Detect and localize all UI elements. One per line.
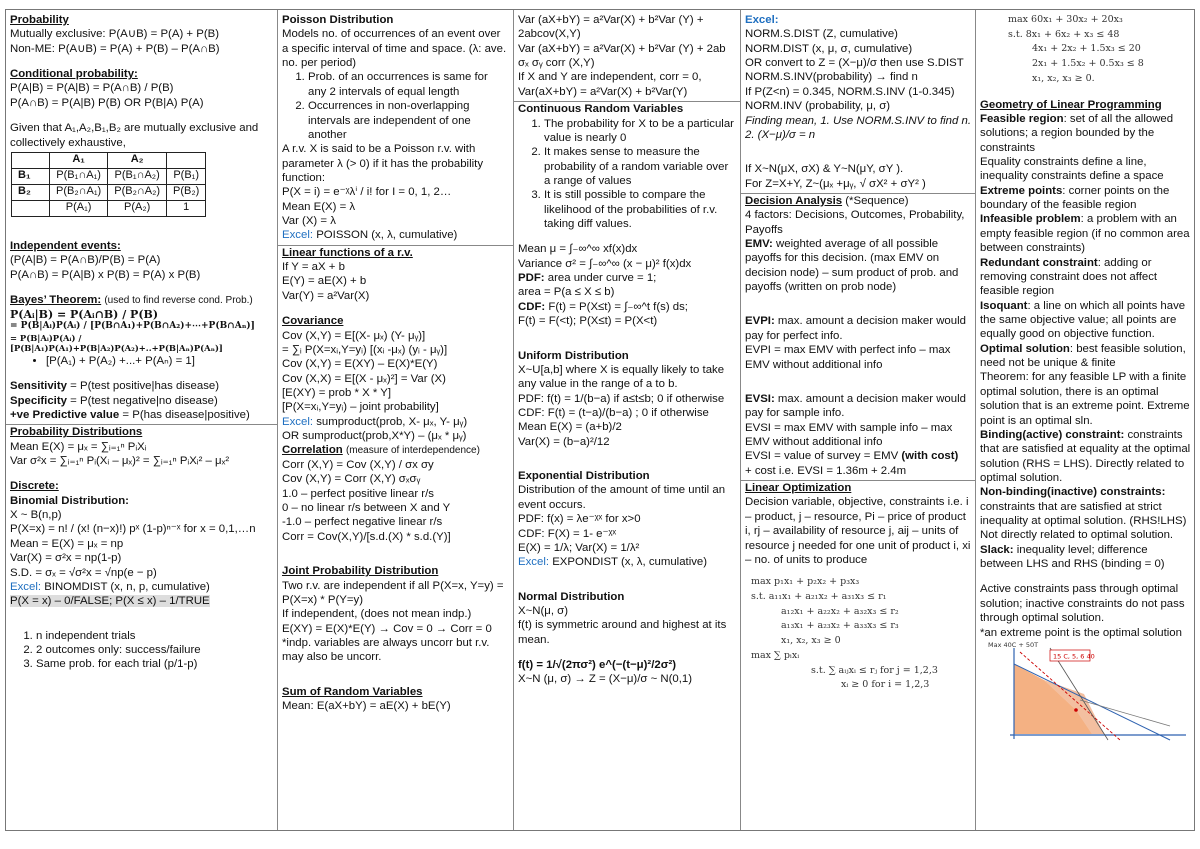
column-distributions — [278, 10, 514, 830]
term: +ve Predictive value — [10, 408, 120, 421]
table-cell: P(B₂∩A₂) — [108, 184, 167, 200]
formula: PDF: f(x) = λe⁻ᵡˣ for x>0 — [518, 513, 641, 526]
formula: max p₁x₁ + p₂x₂ + p₃x₃ — [751, 576, 860, 588]
formula: Var(aX+bY) = a²Var(X) + b²Var(Y) — [518, 85, 688, 98]
formula: xᵢ ≥ 0 for i = 1,2,3 — [841, 679, 930, 691]
formula: Var(Y) = a²Var(X) — [282, 289, 370, 302]
feasible-region-graph — [980, 640, 1194, 744]
text: POISSON (x, λ, cumulative) — [313, 229, 458, 242]
text: 1.0 – perfect positive linear r/s — [282, 487, 434, 500]
term: Optimal solution — [980, 342, 1070, 355]
term: Extreme points — [980, 184, 1063, 197]
formula: CDF: F(X) = 1- e⁻ᵡˣ — [518, 527, 617, 540]
formula: OR sumproduct(prob,X*Y) – (μₓ * μᵧ) — [282, 430, 467, 443]
list-item: 1. Prob. of an occurrences is same for any 2 intervals of equal length — [308, 70, 509, 99]
formula: CDF: F(t) = (t−a)/(b−a) ; 0 if otherwise — [518, 406, 709, 419]
table-cell — [12, 200, 50, 216]
note: (*Sequence) — [842, 194, 909, 207]
text: : set of all the allowed solutions; a region bounded by the constraints — [980, 112, 1174, 154]
text: OR convert to Z = (X−μ)/σ then use S.DIST — [745, 57, 964, 70]
formula: Cov (X,Y) = E[(X- μₓ) (Y- μᵧ)] — [282, 329, 426, 342]
table-cell — [12, 152, 50, 168]
formula: = P(B|Aᵢ)P(Aᵢ) / [P(B∩A₁)+P(B∩A₂)+⋯+P(B∩Aₙ)] — [10, 321, 255, 332]
optimal-point — [1074, 708, 1078, 712]
text: = P(test negative|no disease) — [66, 394, 218, 407]
text: : a line on which all points have the same objective value; all points are equally good on objective function. — [980, 299, 1186, 341]
formula: Cov (X,Y) = E(XY) – E(X)*E(Y) — [282, 358, 438, 371]
text: NORM.S.INV(probability) → find n — [745, 71, 918, 84]
formula: Mean = E(X) = μₓ = np — [10, 537, 124, 550]
term: Sensitivity — [10, 380, 67, 393]
cheat-sheet — [5, 9, 1195, 831]
formula: [E(XY) = prob * X * Y] — [282, 386, 392, 399]
term: Specificity — [10, 394, 67, 407]
list-item: 1. The probability for X to be a particular value is nearly 0 — [544, 117, 736, 146]
text: EVSI = value of survey = EMV — [745, 450, 902, 463]
formula: Corr (X,Y) = Cov (X,Y) / σx σy — [282, 459, 434, 472]
formula: = P(B|Aᵢ)P(Aᵢ) / [P(B|A₁)P(A₁)+P(B|A₂)P(A₂)+..+P(B|Aₙ)P(Aₙ)] — [10, 332, 223, 354]
text: Mutually exclusive: P(A∪B) = P(A) + P(B) — [10, 28, 219, 41]
text: (with cost) — [901, 450, 959, 463]
text: max. amount a decision maker would pay for sample info. — [745, 392, 966, 420]
heading-exponential: Exponential Distribution — [518, 470, 650, 483]
list-item: 3. It is still possible to compare the likelihood of the probabilities of r.v. taking diff values. — [544, 188, 736, 231]
excel-label: Excel: — [282, 415, 314, 428]
formula: E(Y) = aE(X) + b — [282, 275, 367, 288]
term: CDF: — [518, 300, 546, 313]
table-cell: A₁ — [50, 152, 108, 168]
heading-covariance: Covariance — [282, 315, 344, 328]
column-probability — [6, 10, 278, 830]
text: If X and Y are independent, corr = 0, — [518, 71, 702, 84]
text: Active constraints pass through optimal solution; inactive constraints do not pass through optimal solution. — [980, 583, 1185, 625]
table-cell: P(B₂) — [167, 184, 206, 200]
table-row — [12, 152, 206, 168]
text: If independent, (does not mean indp.) — [282, 608, 472, 621]
text: Finding mean, 1. Use NORM.S.INV to find n. 2. (X−μ)/σ = n — [745, 114, 972, 141]
text: X ~ B(n,p) — [10, 509, 62, 522]
heading-conditional: Conditional probability: — [10, 68, 138, 81]
heading-geometry: Geometry of Linear Programming — [980, 98, 1162, 111]
table-cell: A₂ — [108, 152, 167, 168]
term: Feasible region — [980, 112, 1064, 125]
formula: a₁₃x₁ + a₂₃x₂ + a₃₃x₃ ≤ r₃ — [781, 620, 899, 632]
lp-formulation — [745, 575, 971, 693]
formula: x₁, x₂, x₃ ≥ 0 — [781, 635, 841, 647]
heading-independent: Independent events: — [10, 239, 121, 252]
formula: X~N (μ, σ) → Z = (X−μ)/σ ~ N(0,1) — [518, 673, 693, 686]
text: Theorem: for any feasible LP with a finite optimal solution, there is an optimal solution that is an extreme point. Extreme point is an optimal sln. — [980, 371, 1190, 427]
section-continuous — [514, 102, 740, 689]
formula: Var (aX+bY) = a²Var(X) + b²Var (Y) + 2ab σₓ σᵧ corr (X,Y) — [518, 42, 726, 70]
text: : adding or removing constraint does not affect feasible region — [980, 256, 1158, 298]
text: X~U[a,b] where X is equally likely to take any value in the range of a to b. — [518, 363, 725, 391]
text: + cost i.e. EVSI = 1.36m + 2.4m — [745, 464, 907, 477]
text: P(A∩B) = P(A|B) P(B) OR P(B|A) P(A) — [10, 96, 204, 109]
text: EXPONDIST (x, λ, cumulative) — [549, 556, 708, 569]
text: P(A|B) = P(A|B) = P(A∩B) / P(B) — [10, 82, 174, 95]
section-poisson — [278, 13, 513, 246]
formula: P(X = i) = e⁻ᵡλⁱ / i! for I = 0, 1, 2… — [282, 186, 452, 199]
formula: s.t. a₁₁x₁ + a₂₁x₂ + a₃₁x₃ ≤ r₁ — [751, 590, 887, 602]
note: (measure of interdependence) — [345, 445, 480, 457]
formula: Var σ²x = ∑ᵢ₌₁ⁿ Pᵢ(Xᵢ – μₓ)² = ∑ᵢ₌₁ⁿ PᵢXᵢ² – μₓ² — [10, 455, 230, 468]
heading-probability: Probability — [10, 14, 69, 26]
column-continuous — [514, 10, 741, 830]
formula: F(t) = F(<t); P(X≤t) = P(X<t) — [518, 315, 658, 328]
column-lp-geometry — [976, 10, 1195, 830]
table-cell: P(B₁∩A₁) — [50, 168, 108, 184]
section-probability — [6, 13, 277, 425]
formula: For Z=X+Y, Z~(μₓ +μᵧ, √ σX² + σY² ) — [745, 177, 926, 190]
term: Binding(active) constraint: — [980, 428, 1125, 441]
section-linear-optimization — [741, 481, 975, 695]
heading-decision: Decision Analysis — [745, 194, 843, 207]
heading-poisson: Poisson Distribution — [282, 14, 394, 26]
heading-excel: Excel: — [745, 14, 779, 26]
formula: EVSI = max EMV with sample info – max EMV without additional info — [745, 421, 953, 448]
formula: Mean E(X) = (a+b)/2 — [518, 421, 622, 434]
text: Decision variable, objective, constraints i.e. i – product, j – resource, Pi – price of product i, rj – availability of resource j, aij – units of resource j needed for one unit of product i, xi – no. of units to produce — [745, 496, 971, 566]
formula: area = P(a ≤ X ≤ b) — [518, 286, 615, 299]
text: A r.v. X is said to be a Poisson r.v. with parameter λ (> 0) if it has the probability function: — [282, 143, 484, 184]
text: P(X = x) – 0/FALSE; P(X ≤ x) – 1/TRUE — [10, 595, 210, 608]
text: F(t) = P(X≤t) = ∫₋∞^t f(s) ds; — [545, 300, 688, 313]
heading-normal: Normal Distribution — [518, 590, 625, 603]
formula: Var (aX+bY) = a²Var(X) + b²Var (Y) + 2abcov(X,Y) — [518, 14, 704, 41]
table-row — [12, 184, 206, 200]
text: If P(Z<n) = 0.345, NORM.S.INV (1-0.345) — [745, 85, 955, 98]
text: Equality constraints define a line, inequality constraints define a space — [980, 156, 1164, 183]
formula: = ∑ᵢ P(X=xᵢ,Y=yᵢ) [(xᵢ -μₓ) (yᵢ - μᵧ)] — [282, 343, 448, 356]
term: EVPI: — [745, 315, 775, 328]
text: NORM.DIST (x, μ, σ, cumulative) — [745, 42, 913, 55]
table-cell: P(A₁) — [50, 200, 108, 216]
text: sumproduct(prob, X- μₓ, Y- μᵧ) — [313, 415, 468, 428]
text: (P(A|B) = P(A∩B)/P(B) = P(A) — [10, 254, 161, 267]
text: 0 – no linear r/s between X and Y — [282, 502, 451, 515]
text: Models no. of occurrences of an event over a specific interval of time and space. (λ: ave. no. per period) — [282, 28, 507, 70]
text: area under curve = 1; — [544, 272, 657, 285]
table-cell: P(B₁∩A₂) — [108, 168, 167, 184]
joint-probability-table — [11, 152, 206, 217]
formula: s.t. 8x₁ + 6x₂ + x₃ ≤ 48 — [1008, 28, 1120, 40]
term: EMV: — [745, 238, 773, 251]
table-row — [12, 200, 206, 216]
text: Distribution of the amount of time until an event occurs. — [518, 484, 726, 511]
formula: f(t) = 1/√(2πσ²) e^(−(t−μ)²/2σ²) — [518, 659, 677, 672]
heading-linear-functions: Linear functions of a r.v. — [282, 246, 413, 259]
formula: x₁, x₂, x₃ ≥ 0. — [1032, 72, 1095, 84]
excel-label: Excel: — [518, 556, 550, 569]
text: constraints that are satisfied at equality at the optimal solution (RHS = LHS). Directly related to optimal solution. — [980, 428, 1191, 484]
formula: Var(X) = σ²x = np(1-p) — [10, 552, 122, 565]
term: Infeasible problem — [980, 213, 1081, 226]
formula: E(XY) = E(X)*E(Y) → Cov = 0 → Corr = 0 — [282, 622, 492, 635]
table-cell: P(B₂∩A₁) — [50, 184, 108, 200]
formula: Mean μ = ∫₋∞^∞ xf(x)dx — [518, 243, 638, 256]
text: f(t) is symmetric around and highest at its mean. — [518, 619, 727, 646]
table-cell — [167, 152, 206, 168]
heading-continuous: Continuous Random Variables — [518, 103, 684, 116]
text: max. amount a decision maker would pay for perfect info. — [745, 315, 966, 342]
text: inequality level; difference between LHS and RHS (binding = 0) — [980, 543, 1165, 571]
term: Redundant constraint — [980, 256, 1098, 269]
formula: a₁₂x₁ + a₂₂x₂ + a₃₂x₃ ≤ r₂ — [781, 605, 899, 617]
formula: P(Aᵢ|B) = P(Aᵢ∩B) / P(B) — [10, 307, 159, 321]
text: BINOMDIST (x, n, p, cumulative) — [41, 580, 210, 593]
formula: Corr = Cov(X,Y)/[s.d.(X) * s.d.(Y)] — [282, 530, 451, 543]
lp-example — [980, 13, 1191, 87]
table-cell: B₁ — [12, 168, 50, 184]
term: Non-binding(inactive) constraints: — [980, 486, 1166, 499]
formula: PDF: f(t) = 1/(b−a) if a≤t≤b; 0 if otherwise — [518, 392, 725, 405]
text: Non-ME: P(A∪B) = P(A) + P(B) – P(A∩B) — [10, 42, 220, 55]
formula: E(X) = 1/λ; Var(X) = 1/λ² — [518, 541, 640, 554]
heading-linear-optimization: Linear Optimization — [745, 482, 852, 495]
text: *an extreme point is the optimal solution — [980, 626, 1182, 639]
text: : a problem with an empty feasible region (if no common area between constraints) — [980, 213, 1190, 255]
formula: Var(X) = (b−a)²/12 — [518, 435, 610, 448]
formula: max ∑ pᵢxᵢ — [751, 649, 800, 661]
list-item: 3. Same prob. for each trial (p/1-p) — [36, 657, 273, 671]
table-cell: P(A₂) — [108, 200, 167, 216]
table-cell: P(B₁) — [167, 168, 206, 184]
table-cell: 1 — [167, 200, 206, 216]
text: : best feasible solution, need not be unique & finite — [980, 342, 1186, 370]
formula: If X~N(μX, σX) & Y~N(μY, σY ). — [745, 163, 904, 176]
text: Two r.v. are independent if all P(X=x, Y=y) = P(X=x) * P(Y=y) — [282, 579, 504, 606]
text: = P(has disease|positive) — [119, 408, 250, 421]
text: P(A∩B) = P(A|B) x P(B) = P(A) x P(B) — [10, 268, 201, 281]
formula: Mean: E(aX+bY) = aE(X) + bE(Y) — [282, 700, 451, 713]
section-excel-normal — [741, 13, 975, 194]
text: NORM.S.DIST (Z, cumulative) — [745, 28, 898, 41]
formula: max 60x₁ + 30x₂ + 20x₃ — [1008, 14, 1123, 25]
text: : corner points on the boundary of the feasible region — [980, 184, 1170, 212]
formula: Variance σ² = ∫₋∞^∞ (x − μ)² f(x)dx — [518, 257, 692, 270]
section-linear-functions — [278, 246, 513, 716]
heading-correlation: Correlation — [282, 444, 343, 457]
text: 4 factors: Decisions, Outcomes, Probability, Payoffs — [745, 209, 965, 236]
heading-discrete: Discrete: — [10, 480, 59, 493]
formula: 2x₁ + 1.5x₂ + 0.5x₃ ≤ 8 — [1032, 58, 1144, 70]
text: X~N(μ, σ) — [518, 604, 568, 617]
heading-binomial: Binomial Distribution: — [10, 494, 129, 507]
heading-uniform: Uniform Distribution — [518, 349, 629, 362]
section-distributions — [6, 425, 277, 673]
section-decision — [741, 194, 975, 481]
excel-label: Excel: — [10, 580, 42, 593]
note: (used to find reverse cond. Prob.) — [104, 294, 253, 306]
excel-label: Excel: — [282, 229, 314, 242]
table-cell: B₂ — [12, 184, 50, 200]
section-var-sum — [514, 13, 740, 102]
formula: Mean E(X) = μₓ = ∑ᵢ₌₁ⁿ PᵢXᵢ — [10, 440, 147, 453]
text: -1.0 – perfect negative linear r/s — [282, 516, 443, 529]
list-item: 2. It makes sense to measure the probability of a random variable over a range of values — [544, 145, 736, 188]
formula: Cov (X,X) = E[(X - μₓ)²] = Var (X) — [282, 372, 446, 385]
heading-bayes: Bayes’ Theorem: — [10, 293, 102, 306]
heading-distributions: Probability Distributions — [10, 426, 143, 439]
term: EVSI: — [745, 392, 775, 405]
formula: S.D. = σₓ = √σ²x = √np(e − p) — [10, 566, 157, 579]
list-item: 2. 2 outcomes only: success/failure — [36, 643, 273, 657]
text: = P(test positive|has disease) — [66, 380, 220, 393]
formula: Mean E(X) = λ — [282, 200, 356, 213]
table-row — [12, 168, 206, 184]
list-item: • [P(A₁) + P(A₂) +...+ P(Aₙ) = 1] — [46, 354, 273, 368]
formula: Cov (X,Y) = Corr (X,Y) σₓσᵧ — [282, 473, 421, 486]
list-item: 2. Occurrences in non-overlapping intervals are independent of one another — [308, 99, 509, 142]
formula: s.t. ∑ aᵢⱼxᵢ ≤ rⱼ for j = 1,2,3 — [811, 664, 938, 676]
text: Given that A₁,A₂,B₁,B₂ are mutually exclusive and collectively exhaustive, — [10, 122, 259, 149]
text: constraints that are satisfied at strict inequality at optimal solution. (RHS!LHS) Not directly related to optimal solution. — [980, 500, 1187, 542]
chart-annotation: 15 C, 5, 6 40 — [1053, 652, 1095, 661]
text: *indp. variables are always uncorr but r.v. may also be uncorr. — [282, 636, 490, 664]
list-item: 1. n independent trials — [36, 629, 273, 643]
text: NORM.INV (probability, μ, σ) — [745, 100, 891, 113]
term: PDF: — [518, 272, 545, 285]
term: Slack: — [980, 543, 1014, 556]
chart-title: Max 40C + 50T — [988, 640, 1039, 649]
column-normal-decision — [741, 10, 976, 830]
formula: If Y = aX + b — [282, 261, 345, 274]
formula: 4x₁ + 2x₂ + 1.5x₃ ≤ 20 — [1032, 43, 1141, 55]
formula: EVPI = max EMV with perfect info – max EMV without additional info — [745, 344, 951, 371]
formula: Var (X) = λ — [282, 215, 336, 228]
formula: [P(X=xᵢ,Y=yᵢ) – joint probability] — [282, 401, 439, 414]
term: Isoquant — [980, 299, 1028, 312]
heading-joint: Joint Probability Distribution — [282, 565, 439, 578]
formula: P(X=x) = n! / (x! (n−x)!) pˣ (1-p)ⁿ⁻ˣ for x = 0,1,…n — [10, 523, 256, 536]
text: weighted average of all possible payoffs for this decision. (max EMV on decision node) – sum product of prob. and payoffs (written on prob node) — [745, 238, 959, 294]
heading-sum-rv: Sum of Random Variables — [282, 685, 423, 698]
